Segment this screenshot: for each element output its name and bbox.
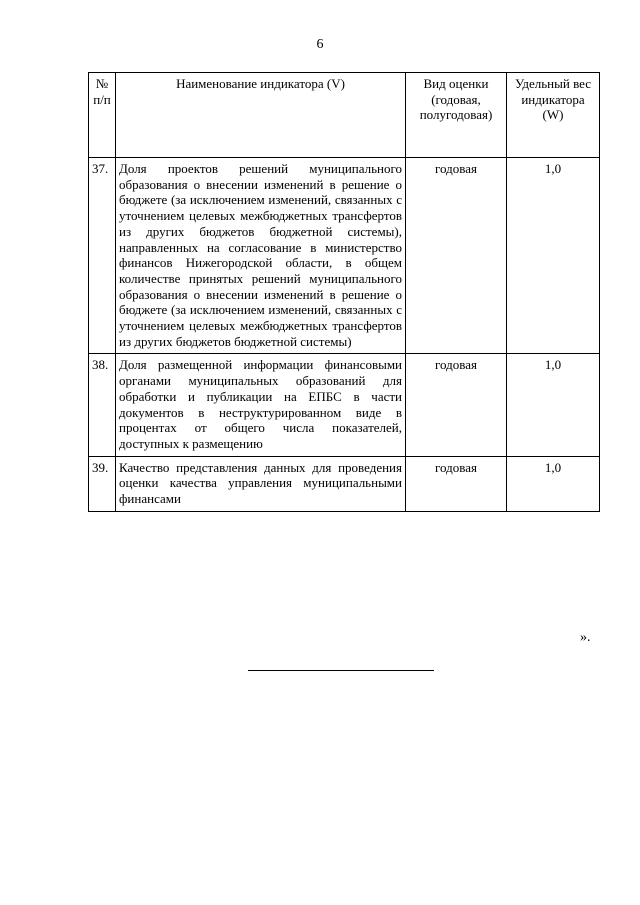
assessment-type: годовая (406, 456, 507, 511)
indicator-weight: 1,0 (507, 354, 600, 456)
indicator-name: Доля проектов решений муниципального образования о внесении изменений в решение о бюджете (за исключением изменений, связанных с уточнением целевых межбюджетных трансфертов из других бюджетов бюджетной системы), направленных на согласование в министерство финансов Нижегородской области, в общем количестве принятых решений муниципального образования о внесении изменений в решение о бюджете (за исключением изменений, связанных с уточнением целевых межбюджетных трансфертов из других бюджетов бюджетной системы) (116, 158, 406, 354)
header-number: № п/п (89, 73, 116, 158)
table-header-row (89, 73, 600, 158)
table-row (89, 354, 600, 456)
header-weight: Удельный вес индикатора (W) (507, 73, 600, 158)
row-number: 37. (89, 158, 116, 354)
indicator-name: Доля размещенной информации финансовыми органами муниципальных образований для обработки и публикации на ЕПБС в части документов в неструктурированном виде в процентах от общего числа показателей, доступных к размещению (116, 354, 406, 456)
assessment-type: годовая (406, 354, 507, 456)
row-number: 39. (89, 456, 116, 511)
page-number: 6 (316, 37, 324, 52)
header-assessment-type: Вид оценки (годовая, полугодовая) (406, 73, 507, 158)
indicator-weight: 1,0 (507, 456, 600, 511)
row-number: 38. (89, 354, 116, 456)
closing-quote-mark: ». (580, 630, 591, 645)
table-row (89, 158, 600, 354)
assessment-type: годовая (406, 158, 507, 354)
header-indicator-name: Наименование индикатора (V) (116, 73, 406, 158)
end-divider-line (248, 670, 434, 671)
indicators-table (88, 72, 600, 512)
indicator-name: Качество представления данных для проведения оценки качества управления муниципальными финансами (116, 456, 406, 511)
indicator-weight: 1,0 (507, 158, 600, 354)
table-row (89, 456, 600, 511)
